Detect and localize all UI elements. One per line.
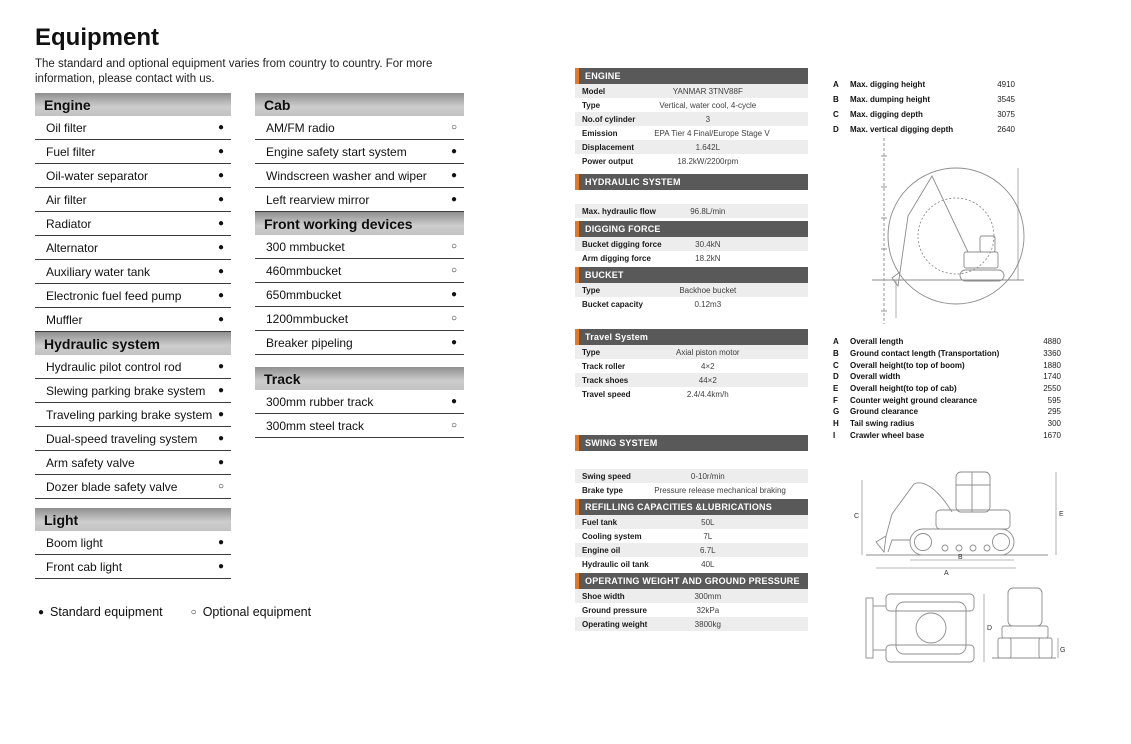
equipment-item-label: Air filter xyxy=(46,192,87,207)
equipment-item-label: Slewing parking brake system xyxy=(46,383,206,398)
dimension-row xyxy=(833,383,1061,395)
dimension-row xyxy=(833,107,1015,122)
dim-letter-d: D xyxy=(987,625,993,632)
equipment-item-label: Windscreen washer and wiper xyxy=(266,168,427,183)
dimension-label: Max. digging depth xyxy=(850,110,923,119)
dim-letter-b: B xyxy=(958,554,963,561)
spec-row xyxy=(575,345,808,359)
dim-letter-e: E xyxy=(1059,511,1064,518)
equipment-item-mark-icon: ● xyxy=(217,314,224,325)
legend-standard xyxy=(38,605,163,619)
spec-value: 7L xyxy=(703,531,713,541)
spec-row xyxy=(575,126,808,140)
spec-label: Engine oil xyxy=(582,545,621,555)
top-front-view-diagram xyxy=(852,582,1067,690)
spec-value: Axial piston motor xyxy=(676,347,740,357)
dimension-key: I xyxy=(833,430,836,440)
equipment-column-2 xyxy=(255,93,464,438)
spec-value: 30.4kN xyxy=(695,239,721,249)
spec-row xyxy=(575,251,808,265)
spec-row xyxy=(575,237,808,251)
dim-letter-a: A xyxy=(944,570,949,577)
equipment-item xyxy=(35,531,231,555)
spec-value: YANMAR 3TNV88F xyxy=(672,86,743,96)
equipment-item xyxy=(255,331,464,355)
spec-label: Bucket capacity xyxy=(582,299,643,309)
equipment-item xyxy=(255,414,464,438)
overall-dimension-list xyxy=(833,336,1061,441)
equipment-group-light xyxy=(35,508,231,579)
working-range-drawing xyxy=(868,132,1028,332)
dimension-row xyxy=(833,336,1061,348)
spec-row xyxy=(575,469,808,483)
equipment-item-mark-icon: ● xyxy=(217,122,224,133)
equipment-group-track-rows xyxy=(255,390,464,438)
spec-label: Track shoes xyxy=(582,375,629,385)
equipment-item-mark-icon: ● xyxy=(217,218,224,229)
spec-value: 1.642L xyxy=(695,142,721,152)
dimension-key: D xyxy=(833,372,839,382)
equipment-item-mark-icon: ● xyxy=(217,170,224,181)
equipment-item xyxy=(35,212,231,236)
dim-letter-c: C xyxy=(854,513,860,520)
spec-value: 18.2kN xyxy=(695,253,721,263)
equipment-item-label: 300mm rubber track xyxy=(266,394,374,409)
equipment-item xyxy=(35,236,231,260)
spec-value: 3 xyxy=(705,114,711,124)
legend-standard-label: Standard equipment xyxy=(50,605,163,619)
equipment-item-mark-icon: ● xyxy=(450,396,457,407)
equipment-item-label: Traveling parking brake system xyxy=(46,407,213,422)
equipment-item-label: Dozer blade safety valve xyxy=(46,479,178,494)
spec-value: 3800kg xyxy=(694,619,721,629)
spec-section-hydraulic-system-header: HYDRAULIC SYSTEM xyxy=(575,174,808,190)
spec-row xyxy=(575,529,808,543)
equipment-group-track-title: Track xyxy=(255,367,464,390)
dimension-value: 3075 xyxy=(997,110,1015,119)
spec-label: Ground pressure xyxy=(582,605,647,615)
spec-row xyxy=(575,589,808,603)
equipment-item-label: Electronic fuel feed pump xyxy=(46,288,182,303)
equipment-group-front-devices-title: Front working devices xyxy=(255,212,464,235)
dimension-key: B xyxy=(833,349,839,359)
equipment-item-mark-icon: ● xyxy=(450,170,457,181)
dimension-key: B xyxy=(833,95,839,104)
dimension-value: 300 xyxy=(1047,419,1061,429)
spec-section-refilling-rows xyxy=(575,515,808,571)
spec-section-refilling-header: REFILLING CAPACITIES &LUBRICATIONS xyxy=(575,499,808,515)
spec-section-travel-system xyxy=(575,329,808,401)
spec-label: Fuel tank xyxy=(582,517,618,527)
dimension-label: Counter weight ground clearance xyxy=(850,395,978,405)
spec-label: Displacement xyxy=(582,142,635,152)
equipment-item xyxy=(255,116,464,140)
dimension-key: C xyxy=(833,360,839,370)
spec-section-bucket xyxy=(575,267,808,311)
spec-value: 6.7L xyxy=(700,545,716,555)
equipment-item-mark-icon: ○ xyxy=(450,241,457,252)
optional-mark-icon: ○ xyxy=(190,606,197,618)
equipment-item-label: Radiator xyxy=(46,216,92,231)
spec-section-engine-rows xyxy=(575,84,808,168)
dimension-label: Max. vertical digging depth xyxy=(850,125,954,134)
dimension-row xyxy=(833,430,1061,442)
equipment-item-label: Breaker pipeling xyxy=(266,335,353,350)
equipment-item xyxy=(35,164,231,188)
spec-value: Vertical, water cool, 4-cycle xyxy=(659,100,757,110)
dimension-key: A xyxy=(833,80,839,89)
spec-value: 40L xyxy=(701,559,715,569)
spec-label: Power output xyxy=(582,156,634,166)
dimension-row xyxy=(833,406,1061,418)
equipment-item-label: 300 mmbucket xyxy=(266,239,345,254)
dimension-key: G xyxy=(833,407,840,417)
equipment-item xyxy=(35,355,231,379)
spec-section-digging-force-header: DIGGING FORCE xyxy=(575,221,808,237)
dimension-label: Overall width xyxy=(850,372,901,382)
spec-section-digging-force-rows xyxy=(575,237,808,265)
dimension-key: H xyxy=(833,419,839,429)
legend-optional-label: Optional equipment xyxy=(202,605,312,619)
spec-row xyxy=(575,557,808,571)
dimension-key: A xyxy=(833,337,839,347)
spec-value: 0.12m3 xyxy=(694,299,722,309)
equipment-item xyxy=(255,283,464,307)
dimension-label: Overall length xyxy=(850,337,904,347)
dim-letter-g: G xyxy=(1060,647,1066,654)
equipment-item-mark-icon: ● xyxy=(217,361,224,372)
equipment-item-label: 1200mmbucket xyxy=(266,311,349,326)
equipment-item-label: Hydraulic pilot control rod xyxy=(46,359,182,374)
dimension-row xyxy=(833,92,1015,107)
equipment-item-label: Left rearview mirror xyxy=(266,192,370,207)
equipment-item xyxy=(255,164,464,188)
spec-section-operating-weight-rows xyxy=(575,589,808,631)
equipment-item xyxy=(255,390,464,414)
spec-section-travel-system-header: Travel System xyxy=(575,329,808,345)
equipment-item xyxy=(35,427,231,451)
spec-section-swing-system xyxy=(575,435,808,497)
standard-mark-icon: ● xyxy=(38,606,45,618)
side-view-drawing xyxy=(852,452,1067,577)
dimension-value: 1880 xyxy=(1043,360,1061,370)
equipment-item-label: Oil-water separator xyxy=(46,168,149,183)
page-title: Equipment xyxy=(35,24,159,51)
spec-value: 0-10r/min xyxy=(690,471,725,481)
spec-row xyxy=(575,204,808,218)
equipment-group-engine-title: Engine xyxy=(35,93,231,116)
spec-row xyxy=(575,154,808,168)
spec-section-bucket-header: BUCKET xyxy=(575,267,808,283)
equipment-item-label: Dual-speed traveling system xyxy=(46,431,198,446)
spec-row xyxy=(575,483,808,497)
spec-section-operating-weight xyxy=(575,573,808,631)
spec-label: Type xyxy=(582,285,601,295)
spec-row xyxy=(575,617,808,631)
equipment-group-track xyxy=(255,367,464,438)
legend-optional xyxy=(191,605,311,619)
equipment-item-label: 650mmbucket xyxy=(266,287,342,302)
spec-value: Pressure release mechanical braking xyxy=(654,485,786,495)
spec-value: 50L xyxy=(701,517,715,527)
equipment-group-front-devices xyxy=(255,212,464,355)
spec-tables xyxy=(575,68,808,631)
dimension-row xyxy=(833,348,1061,360)
spec-row xyxy=(575,387,808,401)
dimension-row xyxy=(833,418,1061,430)
dimension-key: C xyxy=(833,110,839,119)
spec-label: No.of cylinder xyxy=(582,114,636,124)
equipment-item-label: 460mmbucket xyxy=(266,263,342,278)
dimension-row xyxy=(833,371,1061,383)
spec-row xyxy=(575,373,808,387)
spec-label: Type xyxy=(582,100,601,110)
spec-value: 4×2 xyxy=(701,361,715,371)
equipment-item-mark-icon: ● xyxy=(450,146,457,157)
spec-value: 96.8L/min xyxy=(690,206,726,216)
spec-row xyxy=(575,283,808,297)
dimension-key: D xyxy=(833,125,839,134)
spec-value: EPA Tier 4 Final/Europe Stage V xyxy=(654,128,770,138)
side-view-diagram xyxy=(852,452,1067,577)
equipment-item xyxy=(35,403,231,427)
spec-section-engine-header: ENGINE xyxy=(575,68,808,84)
equipment-item xyxy=(35,451,231,475)
spec-value: Backhoe bucket xyxy=(679,285,737,295)
dimension-value: 4910 xyxy=(997,80,1015,89)
spec-label: Travel speed xyxy=(582,389,631,399)
spec-value: 18.2kW/2200rpm xyxy=(677,156,739,166)
equipment-item-mark-icon: ● xyxy=(217,385,224,396)
equipment-item-mark-icon: ● xyxy=(217,433,224,444)
equipment-item-mark-icon: ○ xyxy=(450,420,457,431)
spec-label: Shoe width xyxy=(582,591,625,601)
equipment-item xyxy=(35,116,231,140)
spec-label: Max. hydraulic flow xyxy=(582,206,656,216)
spec-row xyxy=(575,84,808,98)
equipment-item-mark-icon: ● xyxy=(450,194,457,205)
spec-value: 2.4/4.4km/h xyxy=(686,389,729,399)
working-range-diagram xyxy=(868,132,1028,332)
dimension-value: 3545 xyxy=(997,95,1015,104)
equipment-item xyxy=(255,188,464,212)
equipment-item-label: AM/FM radio xyxy=(266,120,335,135)
equipment-item-label: 300mm steel track xyxy=(266,418,365,433)
equipment-item-label: Auxiliary water tank xyxy=(46,264,151,279)
dimension-label: Crawler wheel base xyxy=(850,430,925,440)
dimension-label: Overall height(to top of boom) xyxy=(850,360,965,370)
spec-value: 32kPa xyxy=(696,605,720,615)
equipment-group-hydraulic-rows xyxy=(35,355,231,499)
equipment-item xyxy=(35,188,231,212)
spec-label: Brake type xyxy=(582,485,623,495)
spec-label: Track roller xyxy=(582,361,626,371)
spec-row xyxy=(575,543,808,557)
dimension-key: F xyxy=(833,395,838,405)
equipment-item xyxy=(35,379,231,403)
dimension-value: 595 xyxy=(1047,395,1061,405)
spec-value: 44×2 xyxy=(698,375,717,385)
spec-value: 300mm xyxy=(694,591,722,601)
dimension-value: 1740 xyxy=(1043,372,1061,382)
equipment-item-label: Oil filter xyxy=(46,120,87,135)
working-range-dimension-list xyxy=(833,77,1015,137)
equipment-item-label: Fuel filter xyxy=(46,144,96,159)
equipment-item-label: Engine safety start system xyxy=(266,144,407,159)
equipment-item xyxy=(35,140,231,164)
equipment-item xyxy=(35,284,231,308)
spec-label: Operating weight xyxy=(582,619,648,629)
dimension-label: Overall height(to top of cab) xyxy=(850,384,957,394)
equipment-item-mark-icon: ● xyxy=(217,266,224,277)
equipment-item-mark-icon: ○ xyxy=(450,265,457,276)
equipment-item xyxy=(35,308,231,332)
spec-section-swing-system-header: SWING SYSTEM xyxy=(575,435,808,451)
equipment-item-mark-icon: ● xyxy=(450,289,457,300)
dimension-label: Max. digging height xyxy=(850,80,926,89)
equipment-group-cab-rows xyxy=(255,116,464,212)
equipment-item-mark-icon: ● xyxy=(217,409,224,420)
equipment-item xyxy=(255,235,464,259)
dimension-row xyxy=(833,77,1015,92)
spec-section-bucket-rows xyxy=(575,283,808,311)
equipment-item-label: Muffler xyxy=(46,312,83,327)
dimension-value: 1670 xyxy=(1043,430,1061,440)
dimension-row xyxy=(833,359,1061,371)
dimension-label: Tail swing radius xyxy=(850,419,915,429)
spec-section-refilling xyxy=(575,499,808,571)
dimension-label: Ground clearance xyxy=(850,407,919,417)
dimension-value: 2550 xyxy=(1043,384,1061,394)
spec-row xyxy=(575,297,808,311)
dimension-value: 295 xyxy=(1047,407,1061,417)
equipment-item xyxy=(35,260,231,284)
equipment-item xyxy=(255,259,464,283)
spec-section-hydraulic-system xyxy=(575,174,808,218)
page-subtitle: The standard and optional equipment varies from country to country. For more information, please contact with us. xyxy=(35,58,433,86)
equipment-group-hydraulic-title: Hydraulic system xyxy=(35,332,231,355)
equipment-item-mark-icon: ○ xyxy=(450,122,457,133)
equipment-item-mark-icon: ○ xyxy=(450,313,457,324)
spec-label: Swing speed xyxy=(582,471,631,481)
top-front-view-drawing xyxy=(852,582,1067,690)
equipment-item-label: Alternator xyxy=(46,240,99,255)
equipment-item-mark-icon: ● xyxy=(217,561,224,572)
equipment-item-mark-icon: ● xyxy=(217,242,224,253)
spec-row xyxy=(575,112,808,126)
spec-label: Hydraulic oil tank xyxy=(582,559,649,569)
spec-row xyxy=(575,140,808,154)
equipment-legend xyxy=(38,605,311,619)
equipment-item xyxy=(255,140,464,164)
spec-label: Model xyxy=(582,86,606,96)
equipment-item-mark-icon: ● xyxy=(450,337,457,348)
spec-section-operating-weight-header: OPERATING WEIGHT AND GROUND PRESSURE xyxy=(575,573,808,589)
equipment-item xyxy=(255,307,464,331)
equipment-item xyxy=(35,555,231,579)
equipment-group-hydraulic xyxy=(35,332,231,499)
dimension-value: 3360 xyxy=(1043,349,1061,359)
dimension-label: Max. dumping height xyxy=(850,95,930,104)
equipment-group-light-title: Light xyxy=(35,508,231,531)
equipment-item-mark-icon: ● xyxy=(217,146,224,157)
equipment-item-label: Front cab light xyxy=(46,559,123,574)
equipment-item xyxy=(35,475,231,499)
dimension-key: E xyxy=(833,384,839,394)
equipment-group-engine xyxy=(35,93,231,332)
equipment-item-mark-icon: ● xyxy=(217,194,224,205)
spec-row xyxy=(575,98,808,112)
equipment-group-front-devices-rows xyxy=(255,235,464,355)
dimension-value: 4880 xyxy=(1043,337,1061,347)
equipment-item-mark-icon: ● xyxy=(217,537,224,548)
spec-section-engine xyxy=(575,68,808,168)
equipment-item-mark-icon: ○ xyxy=(217,481,224,492)
spec-section-hydraulic-system-rows xyxy=(575,204,808,218)
equipment-item-label: Arm safety valve xyxy=(46,455,135,470)
spec-label: Cooling system xyxy=(582,531,642,541)
equipment-column-1 xyxy=(35,93,231,579)
spec-label: Type xyxy=(582,347,601,357)
spec-row xyxy=(575,603,808,617)
equipment-group-cab xyxy=(255,93,464,212)
equipment-group-cab-title: Cab xyxy=(255,93,464,116)
dimension-row xyxy=(833,394,1061,406)
spec-label: Arm digging force xyxy=(582,253,651,263)
spec-label: Bucket digging force xyxy=(582,239,662,249)
equipment-item-label: Boom light xyxy=(46,535,103,550)
equipment-item-mark-icon: ● xyxy=(217,290,224,301)
dimension-label: Ground contact length (Transportation) xyxy=(850,349,1000,359)
spec-section-travel-system-rows xyxy=(575,345,808,401)
spec-section-swing-system-rows xyxy=(575,469,808,497)
spec-label: Emission xyxy=(582,128,618,138)
spec-row xyxy=(575,359,808,373)
equipment-item-mark-icon: ● xyxy=(217,457,224,468)
spec-row xyxy=(575,515,808,529)
spec-section-digging-force xyxy=(575,221,808,265)
equipment-group-engine-rows xyxy=(35,116,231,332)
equipment-group-light-rows xyxy=(35,531,231,579)
dimension-value: 2640 xyxy=(997,125,1015,134)
